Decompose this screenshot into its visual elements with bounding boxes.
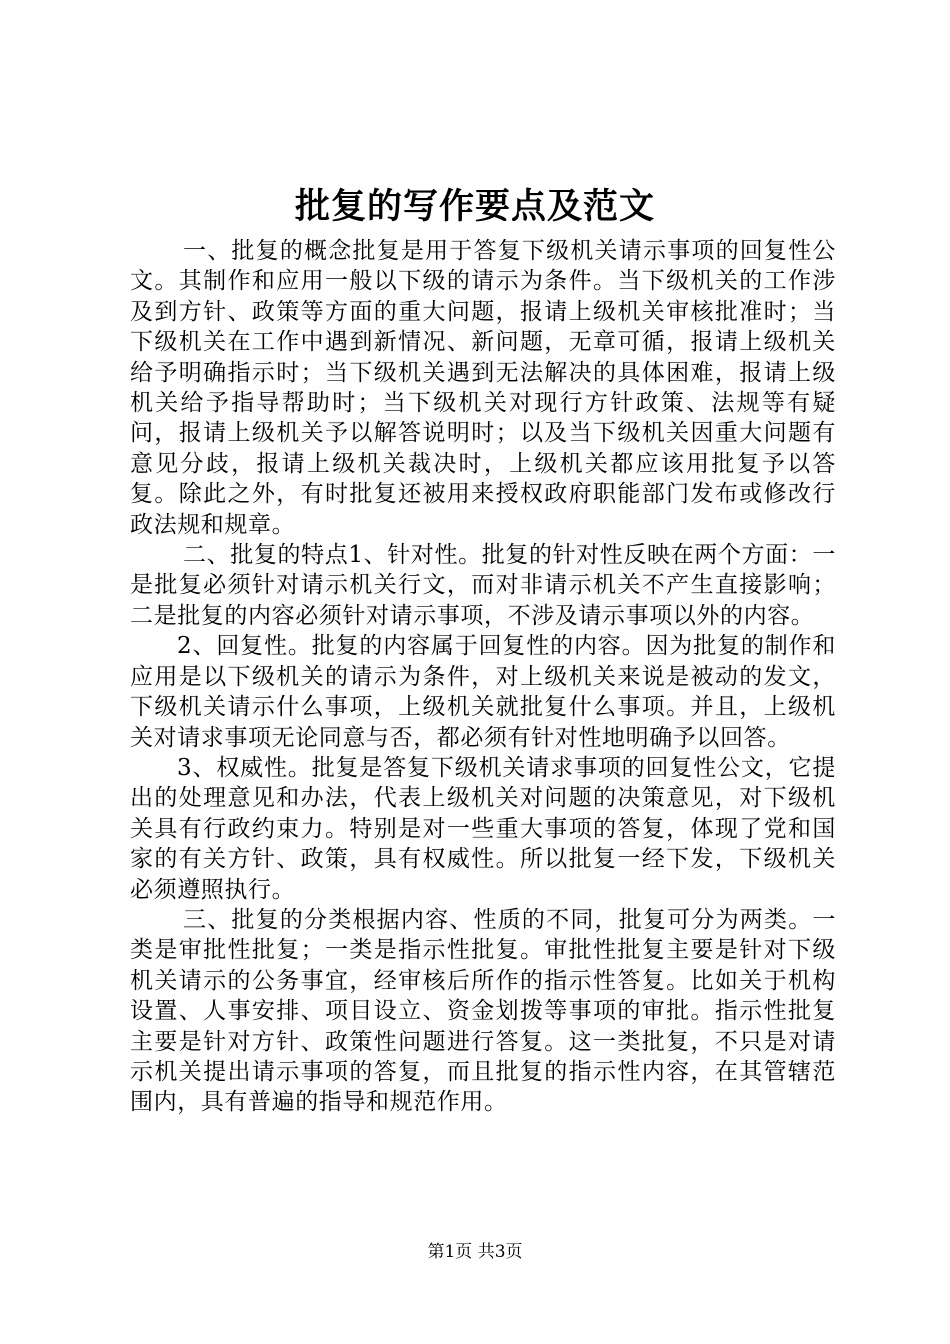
page-number-footer: 第1页 共3页 xyxy=(427,1242,523,1262)
document-body xyxy=(130,236,836,1118)
paragraph-concept: 一、批复的概念批复是用于答复下级机关请示事项的回复性公文。其制作和应用一般以下级的请示为条件。当下级机关的工作涉及到方针、政策等方面的重大问题，报请上级机关审核批准时；当下级机关在工作中遇到新情况、新问题，无章可循，报请上级机关给予明确指示时；当下级机关遇到无法解决的具体困难，报请上级机关给予指导帮助时；当下级机关对现行方针政策、法规等有疑问，报请上级机关予以解答说明时；以及当下级机关因重大问题有意见分歧，报请上级机关裁决时，上级机关都应该用批复予以答复。除此之外，有时批复还被用来授权政府职能部门发布或修改行政法规和规章。 xyxy=(130,238,836,538)
paragraph-classification: 三、批复的分类根据内容、性质的不同，批复可分为两类。一类是审批性批复；一类是指示性批复。审批性批复主要是针对下级机关请示的公务事宜，经审核后所作的指示性答复。比如关于机构设置、人事安排、项目设立、资金划拨等事项的审批。指示性批复主要是针对方针、政策性问题进行答复。这一类批复，不只是对请示机关提出请示事项的答复，而且批复的指示性内容，在其管辖范围内，具有普遍的指导和规范作用。 xyxy=(130,906,836,1116)
paragraph-reply-nature: 2、回复性。批复的内容属于回复性的内容。因为批复的制作和应用是以下级机关的请示为条件，对上级机关来说是被动的发文，下级机关请示什么事项，上级机关就批复什么事项。并且，上级机关对请求事项无论同意与否，都必须有针对性地明确予以回答。 xyxy=(130,633,836,751)
paragraph-authority: 3、权威性。批复是答复下级机关请求事项的回复性公文，它提出的处理意见和办法，代表上级机关对问题的决策意见，对下级机关具有行政约束力。特别是对一些重大事项的答复，体现了党和国家的有关方针、政策，具有权威性。所以批复一经下发，下级机关必须遵照执行。 xyxy=(130,754,836,903)
paragraph-features: 二、批复的特点1、针对性。批复的针对性反映在两个方面：一是批复必须针对请示机关行文，而对非请示机关不产生直接影响；二是批复的内容必须针对请示事项，不涉及请示事项以外的内容。 xyxy=(130,542,836,629)
document-title: 批复的写作要点及范文 xyxy=(294,187,655,227)
